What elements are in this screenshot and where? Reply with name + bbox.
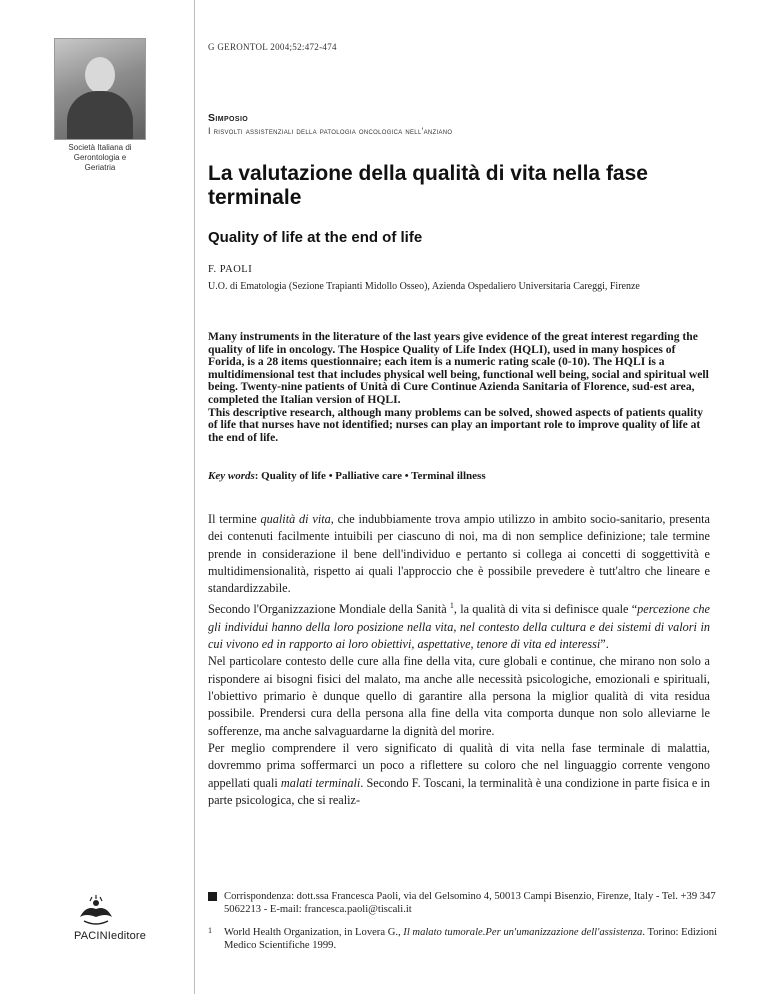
body-paragraph: Per meglio comprendere il vero significato di qualità di vita nella fase terminale di malattia, dovremmo prima soffermarci un poco a riflettere su coloro che nel linguaggio corrente vengono appellati quali malati terminali. Secondo F. Toscani, la terminalità è una condizione in parte fisica e in parte psicologica, che si realiz- [208,740,710,807]
margin-divider [194,0,195,994]
publisher-name: PACINIeditore [74,930,147,942]
english-title: Quality of life at the end of life [208,229,423,246]
abstract [208,331,709,444]
author-name: F. PAOLI [208,264,253,275]
section-label: Simposio [208,112,249,124]
footnote-reference: 1 World Health Organization, in Lovera G., Il malato tumorale.Per un'umanizzazione dell'assistenza. Torino: Edizioni Medico Scientifiche 1999. [208,926,718,952]
body-paragraph: Nel particolare contesto delle cure alla fine della vita, cure globali e continue, che mirano non solo a rispondere ai bisogni fisici del malato, ma anche alle necessità psicologiche, emozionali e spirituali, l'obiettivo primario è dunque quello di garantire alla persona la miglior qualità di vita residua possibile. Prendersi cura della persona alla fine della vita comporta dunque non solo alleviarne le sofferenze, ma anche salvaguardarne la dignità del morire. [208,654,710,738]
bullet-square-icon [208,892,217,901]
article-title: La valutazione della qualità di vita nella fase terminale [208,162,648,209]
body-text [208,511,710,809]
footnote-number: 1 [208,926,212,935]
correspondence-note: Corrispondenza: dott.ssa Francesca Paoli, via del Gelsomino 4, 50013 Campi Bisenzio, Firenze, Italy - Tel. +39 347 5062213 - E-mail: francesca.paoli@tiscali.it [208,890,726,917]
keywords-list: Quality of life • Palliative care • Terminal illness [261,470,486,482]
body-paragraph: Il termine qualità di vita, che indubbiamente trova ampio utilizzo in ambito socio-sanitario, presenta dei contenuti facilmente intuibili per ciascuno di noi, ma di non semplice definizione; tale termine prende in considerazione il bene dell'individuo e pertanto si collega ai concetti di soggettività e multidimensionalità, rispetto ai quali l'approccio che è possibile prevedere è tutt'altro che lineare e standardizzabile. [208,512,710,596]
author-affiliation: U.O. di Ematologia (Sezione Trapianti Midollo Osseo), Azienda Ospedaliero Universitaria Careggi, Firenze [208,281,640,292]
society-portrait-image [54,38,146,140]
keywords-label: Key words [208,470,255,482]
subsection-label: I risvolti assistenziali della patologia oncologica nell'anziano [208,126,453,136]
publisher-logo-icon [76,895,116,927]
keywords: Key words: Quality of life • Palliative care • Terminal illness [208,470,486,482]
journal-citation: G GERONTOL 2004;52:472-474 [208,42,337,52]
body-paragraph: Secondo l'Organizzazione Mondiale della Sanità $^1$, la qualità di vita si definisce quale “percezione che gli individui hanno della loro posizione nella vita, nel contesto della cultura e dei sistemi di valori in cui vivono ed in rapporto ai loro obiettivi, aspettative, tenore di vita ed interessi”. [208,601,710,652]
society-name: Società Italiana di Gerontologia e Geriatria [68,143,132,172]
abstract-paragraph-1: Many instruments in the literature of the last years give evidence of the great interest regarding the quality of life in oncology. The Hospice Quality of Life Index (HQLI), used in many hospices of Forida, is a 28 items questionnaire; each item is a numeric rating scale (0-10). The HQLI is a multidimensional test that includes physical well being, functional well being, social and spiritual well being. Twenty-nine patients of Unità di Cure Continue Azienda Sanitaria of Florence, sud-est area, completed the Italian version of HQLI. [208,330,709,406]
abstract-paragraph-2: This descriptive research, although many problems can be solved, showed aspects of patients quality of life that nurses have not identified; nurses can play an important role to improve quality of life at the end of life. [208,405,704,444]
